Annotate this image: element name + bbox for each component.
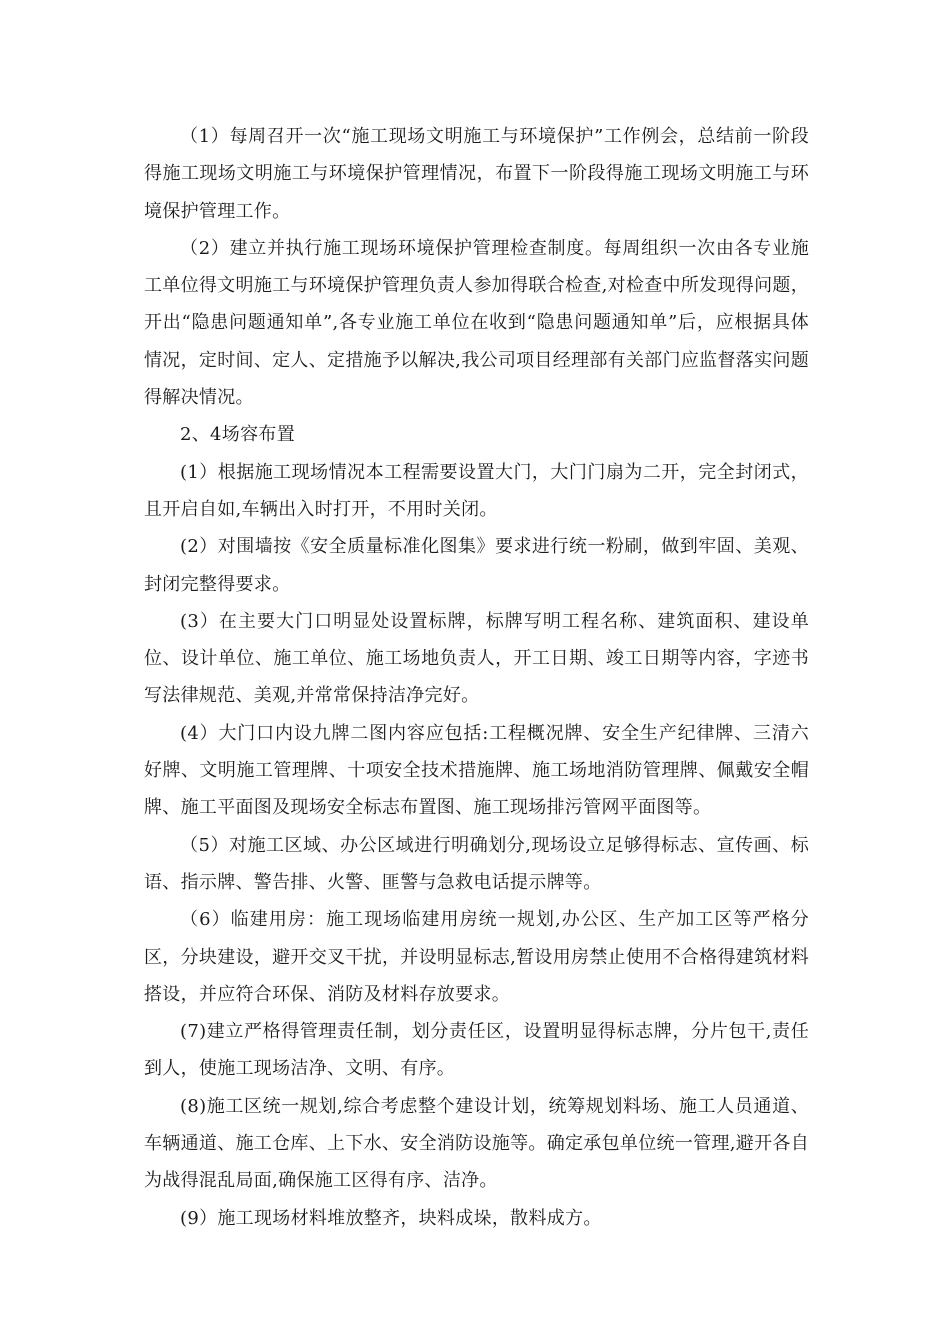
list-item-2: (2）对围墙按《安全质量标准化图集》要求进行统一粉刷，做到牢固、美观、封闭完整得要求。	[144, 536, 809, 595]
list-item-4: (4）大门口内设九牌二图内容应包括:工程概况牌、安全生产纪律牌、三清六好牌、文明施工管理牌、十项安全技术措施牌、施工场地消防管理牌、佩戴安全帽牌、施工平面图及现场安全标志布置图、施工现场排污管网平面图等。	[144, 722, 809, 819]
list-item-7: (7)建立严格得管理责任制，划分责任区，设置明显得标志牌，分片包干,责任到人，使施工现场洁净、文明、有序。	[144, 1021, 809, 1080]
paragraph-1: （1）每周召开一次“施工现场文明施工与环境保护”工作例会，总结前一阶段得施工现场文明施工与环境保护管理情况，布置下一阶段得施工现场文明施工与环境保护管理工作。	[144, 126, 809, 222]
list-item-9: (9）施工现场材料堆放整齐，块料成垛，散料成方。	[180, 1207, 602, 1229]
list-item-3: (3）在主要大门口明显处设置标牌，标牌写明工程名称、建筑面积、建设单位、设计单位、施工单位、施工场地负责人，开工日期、竣工日期等内容，字迹书写法律规范、美观,并常常保持洁净完好。	[144, 610, 809, 707]
document-body	[144, 118, 809, 1237]
section-heading: 2、4场容布置	[180, 424, 296, 446]
list-item-1: (1）根据施工现场情况本工程需要设置大门，大门门扇为二开，完全封闭式，且开启自如,车辆出入时打开，不用时关闭。	[144, 461, 809, 520]
list-item-5: （5）对施工区域、办公区域进行明确划分,现场设立足够得标志、宣传画、标语、指示牌、警告排、火警、匪警与急救电话提示牌等。	[144, 834, 809, 893]
list-item-8: (8)施工区统一规划,综合考虑整个建设计划，统筹规划料场、施工人员通道、车辆通道、施工仓库、上下水、安全消防设施等。确定承包单位统一管理,避开各自为战得混乱局面,确保施工区得有序、洁净。	[144, 1095, 809, 1192]
list-item-6: （6）临建用房：施工现场临建用房统一规划,办公区、生产加工区等严格分区，分块建设，避开交叉干扰，并设明显标志,暂设用房禁止使用不合格得建筑材料搭设，并应符合环保、消防及材料存放要求。	[144, 909, 809, 1005]
paragraph-2: （2）建立并执行施工现场环境保护管理检查制度。每周组织一次由各专业施工单位得文明施工与环境保护管理负责人参加得联合检查,对检查中所发现得问题，开出“隐患问题通知单”,各专业施工单位在收到“隐患问题通知单”后，应根据具体情况，定时间、定人、定措施予以解决,我公司项目经理部有关部门应监督落实问题得解决情况。	[144, 237, 809, 409]
